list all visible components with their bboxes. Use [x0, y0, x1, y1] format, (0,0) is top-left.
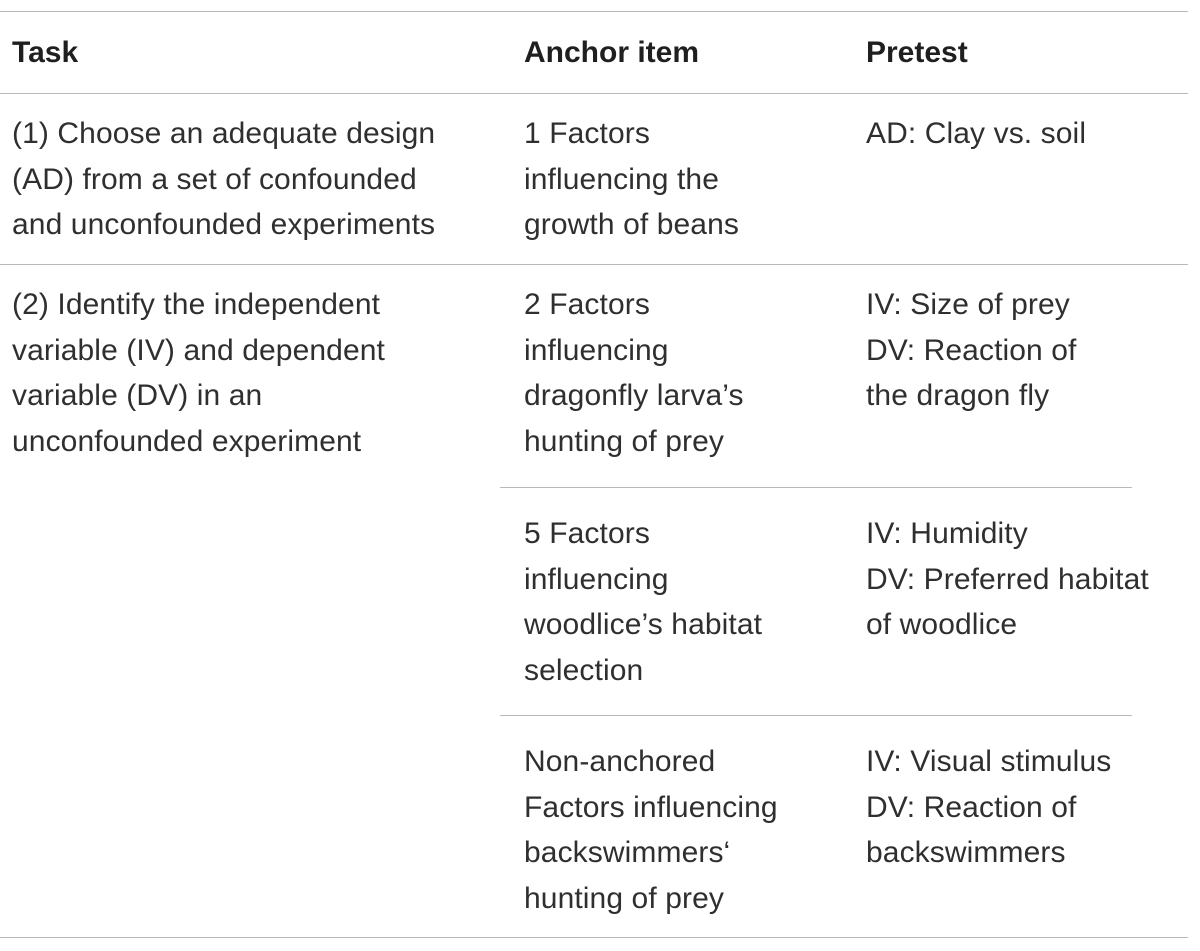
row2-pretest-line: IV: Size of prey — [866, 288, 1070, 321]
row4-anchor-line: Non-anchored — [524, 745, 716, 778]
row3-pretest-cell — [866, 511, 1149, 648]
row1-anchor-line: growth of beans — [524, 208, 739, 241]
row2-pretest-line: the dragon fly — [866, 379, 1050, 412]
table-bottom-rule — [0, 937, 1188, 938]
row2-pretest-cell — [866, 282, 1077, 419]
row3-anchor-line: woodlice’s habitat — [524, 608, 763, 641]
row2b-bottom-rule — [500, 715, 1132, 716]
header-task: Task — [12, 36, 79, 69]
row1-bottom-rule — [0, 264, 1188, 265]
row2-anchor-line: hunting of prey — [524, 424, 724, 458]
row4-anchor-cell — [524, 739, 778, 921]
header-bottom-rule — [0, 93, 1188, 94]
row3-anchor-line: selection — [524, 653, 644, 687]
row3-anchor-line: influencing — [524, 562, 669, 596]
row1-anchor-line: influencing the — [524, 162, 719, 196]
row1-task-line: (1) Choose an adequate design — [12, 117, 436, 150]
row2-anchor-line: 2 Factors — [524, 288, 650, 321]
row3-anchor-line: 5 Factors — [524, 517, 650, 550]
row1-pretest-cell — [866, 111, 1086, 157]
row1-task-cell — [12, 111, 435, 248]
row2-anchor-cell — [524, 282, 744, 464]
table-top-rule — [0, 11, 1188, 12]
row1-task-line: (AD) from a set of confounded — [12, 162, 417, 196]
row1-task-line: and unconfounded experiments — [12, 208, 436, 241]
row3-pretest-line: of woodlice — [866, 608, 1018, 641]
row2-task-line: unconfounded experiment — [12, 424, 362, 458]
row4-anchor-line: hunting of prey — [524, 881, 724, 915]
header-pretest: Pretest — [866, 36, 968, 69]
header-anchor-item: Anchor item — [524, 36, 700, 69]
row4-pretest-line: backswimmers — [866, 836, 1066, 869]
row3-anchor-cell — [524, 511, 762, 693]
row4-pretest-cell — [866, 739, 1111, 876]
row2-anchor-line: influencing — [524, 333, 669, 367]
row2-task-line: (2) Identify the independent — [12, 288, 381, 321]
row1-anchor-line: 1 Factors — [524, 117, 650, 150]
row4-anchor-line: Factors influencing — [524, 790, 778, 824]
row2-anchor-line: dragonfly larva’s — [524, 379, 744, 412]
row3-pretest-line: IV: Humidity — [866, 517, 1028, 550]
row2-pretest-line: DV: Reaction of — [866, 333, 1077, 367]
row2-task-line: variable (DV) in an — [12, 379, 263, 412]
row4-pretest-line: DV: Reaction of — [866, 790, 1077, 824]
row2a-bottom-rule — [500, 487, 1132, 488]
row2-task-line: variable (IV) and dependent — [12, 333, 385, 367]
row4-anchor-line: backswimmers‘ — [524, 836, 731, 869]
row3-pretest-line: DV: Preferred habitat — [866, 562, 1149, 596]
row2-task-cell — [12, 282, 385, 464]
row1-anchor-cell — [524, 111, 739, 248]
row4-pretest-line: IV: Visual stimulus — [866, 745, 1112, 778]
row1-pretest-line: AD: Clay vs. soil — [866, 117, 1087, 150]
